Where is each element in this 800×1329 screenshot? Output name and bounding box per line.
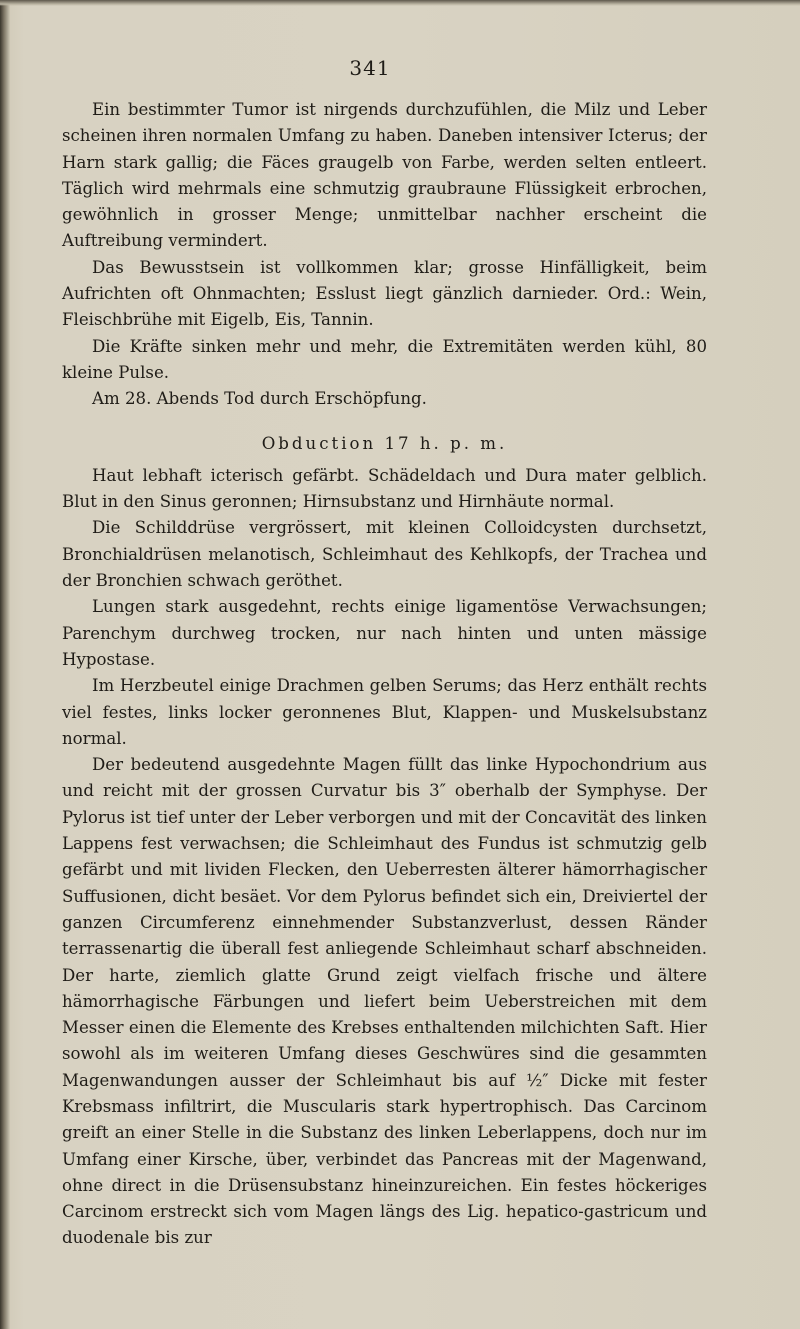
page-top-edge xyxy=(0,0,800,6)
page-binding-edge xyxy=(0,0,10,1329)
paragraph: Am 28. Abends Tod durch Erschöpfung. xyxy=(92,389,427,409)
paragraph: Lungen stark ausgedehnt, rechts einige ligamentöse Verwachsungen; Parenchym durchweg trocken, nur nach hinten und unten mässige Hypostase. xyxy=(62,597,707,669)
body-text xyxy=(62,97,707,1252)
paragraph: Im Herzbeutel einige Drachmen gelben Serums; das Herz enthält rechts viel festes, links locker geronnenes Blut, Klappen- und Muskelsubstanz normal. xyxy=(62,676,707,748)
paragraph: Das Bewusstsein ist vollkommen klar; grosse Hinfälligkeit, beim Aufrichten oft Ohnmachten; Esslust liegt gänzlich darnieder. Ord.: Wein, Fleischbrühe mit Eigelb, Eis, Tannin. xyxy=(62,257,707,330)
paragraph: Der bedeutend ausgedehnte Magen füllt das linke Hypochondrium aus und reicht mit der grossen Curvatur bis 3″ oberhalb der Symphyse. Der Pylorus ist tief unter der Leber verborgen und mit der Concavität des linken Lappens fest verwachsen; die Schleimhaut des Fundus ist schmutzig gelb gefärbt und mit lividen Flecken, den Ueberresten älterer hämorrhagischer Suffusionen, dicht besäet. Vor dem Pylorus befindet sich ein, Dreiviertel der ganzen Circumferenz einnehmender Substanzverlust, dessen Ränder terrassenartig die überall fest anliegende Schleimhaut scharf abschneiden. Der harte, ziemlich glatte Grund zeigt vielfach frische und ältere hämorrhagische Färbungen und liefert beim Ueberstreichen mit dem Messer einen die Elemente des Krebses enthaltenden milchichten Saft. Hier sowohl als im weiteren Umfang dieses Geschwüres sind die gesammten Magenwandungen ausser der Schleimhaut bis auf ½″ Dicke mit fester Krebsmass infiltrirt, die Muscularis stark hypertrophisch. Das Carcinom greift an einer Stelle in die Substanz des linken Leberlappens, doch nur im Umfang einer Kirsche, über, verbindet das Pancreas mit der Magenwand, ohne direct in die Drüsensubstanz hineinzureichen. Ein festes höckeriges Carcinom erstreckt sich vom Magen längs des Lig. hepatico-gastricum und duodenale bis zur xyxy=(62,755,707,1248)
paragraph: Die Kräfte sinken mehr und mehr, die Extremitäten werden kühl, 80 kleine Pulse. xyxy=(62,336,707,382)
paragraph: Ein bestimmter Tumor ist nirgends durchzufühlen, die Milz und Leber scheinen ihren normalen Umfang zu haben. Daneben intensiver Icterus; der Harn stark gallig; die Fäces graugelb von Farbe, werden selten entleert. Täglich wird mehrmals eine schmutzig graubraune Flüssigkeit erbrochen, gewöhnlich in grosser Menge; unmittelbar nachher erscheint die Auftreibung vermindert. xyxy=(62,100,707,251)
section-heading: Obduction 17 h. p. m. xyxy=(261,433,508,453)
paragraph: Haut lebhaft icterisch gefärbt. Schädeldach und Dura mater gelblich. Blut in den Sinus geronnen; Hirnsubstanz und Hirnhäute normal. xyxy=(62,465,707,512)
paragraph: Die Schilddrüse vergrössert, mit kleinen Colloidcysten durchsetzt, Bronchialdrüsen melanotisch, Schleimhaut des Kehlkopfs, der Trachea und der Bronchien schwach geröthet. xyxy=(62,518,707,591)
page-number: 341 xyxy=(349,56,391,80)
